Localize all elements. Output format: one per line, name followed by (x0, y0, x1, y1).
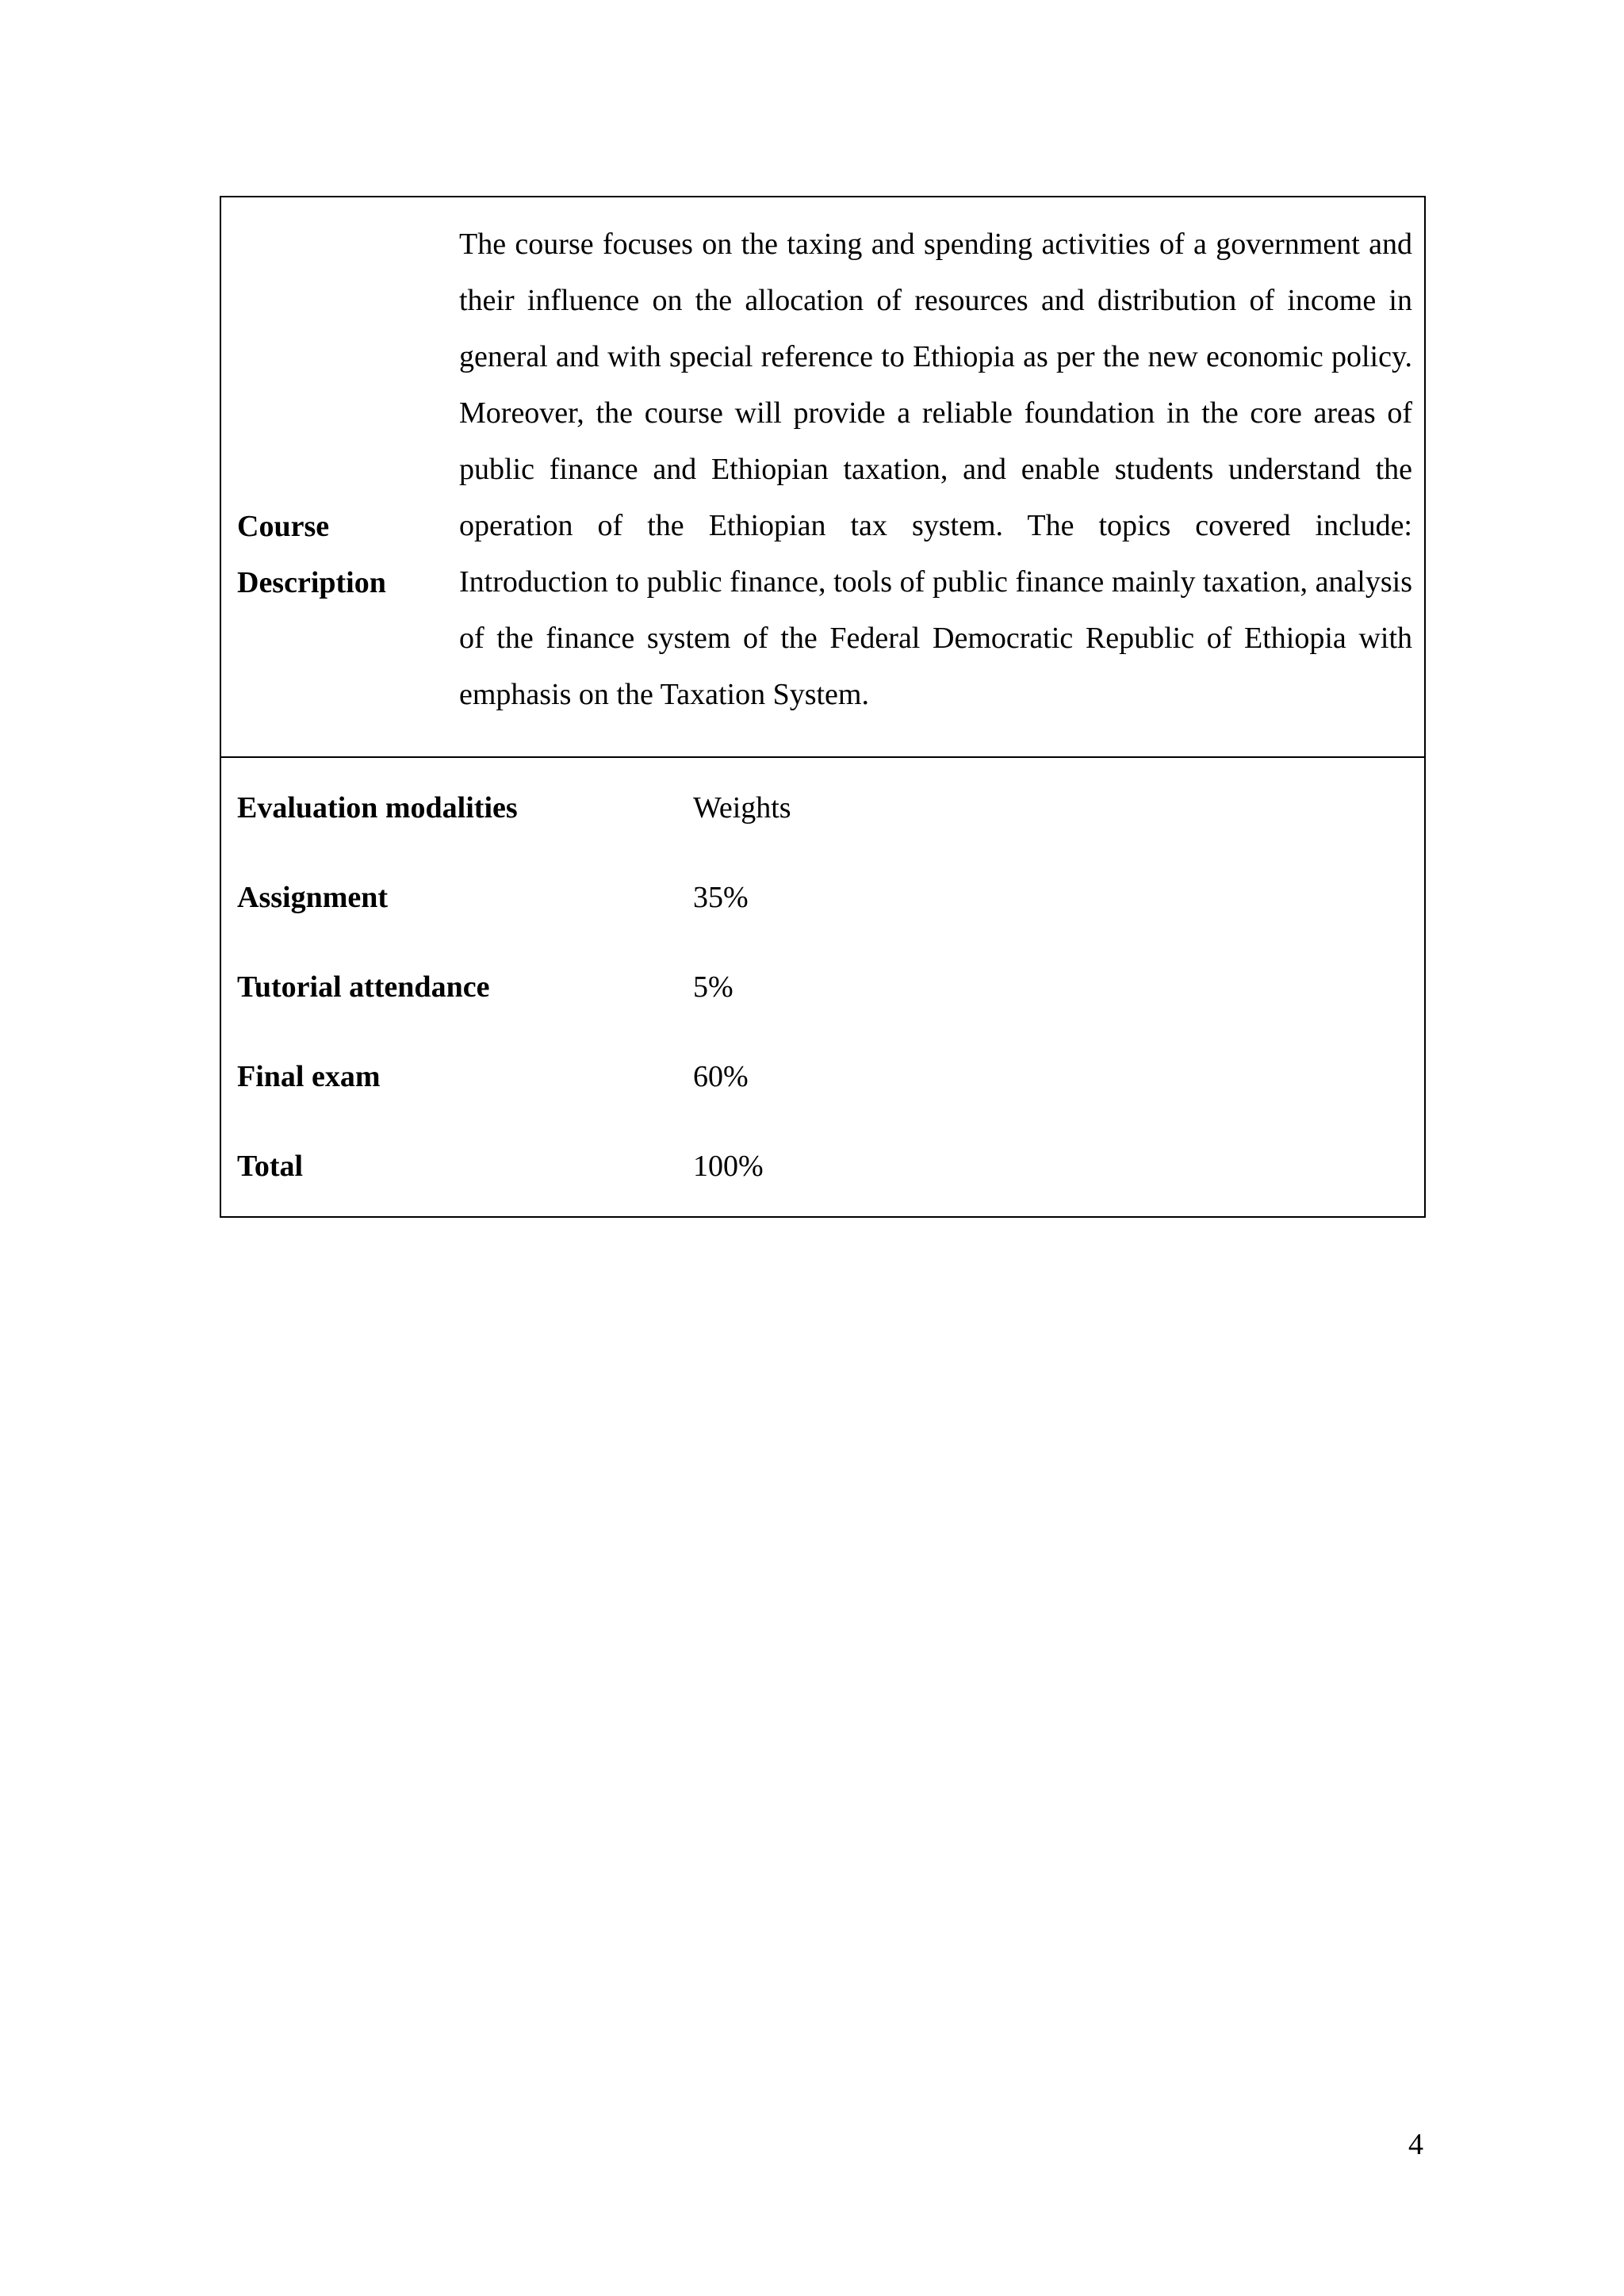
course-description-label (237, 499, 443, 611)
table-row-divider (221, 756, 1424, 758)
evaluation-row-value: 60% (693, 1060, 749, 1093)
page-number: 4 (1408, 2128, 1423, 2161)
table-row (237, 1053, 1411, 1142)
table-row (237, 874, 1411, 963)
evaluation-row-label: Tutorial attendance (237, 970, 490, 1004)
evaluation-row-value: 35% (693, 881, 749, 914)
evaluation-row-label: Assignment (237, 881, 389, 914)
evaluation-header-row (237, 784, 1411, 874)
table-row (237, 1142, 1411, 1232)
evaluation-header-label: Evaluation modalities (237, 791, 518, 825)
course-description-label-line1: Course (237, 510, 330, 543)
course-description-text: The course focuses on the taxing and spending activities of a government and their influence on the allocation of resources and distribution of income in general and with special reference to Ethiopia as per the new economic policy. Moreover, the course will provide a reliable foundation in the core areas of public finance and Ethiopian taxation, and enable students understand the operation of the Ethiopian tax system. The topics covered include: Introduction to public finance, tools of public finance mainly taxation, analysis of the finance system of the Federal Democratic Republic of Ethiopia with emphasis on the Taxation System. (459, 228, 1412, 711)
evaluation-row-value: 100% (693, 1150, 764, 1183)
table-row (237, 963, 1411, 1053)
evaluation-row-label: Total (237, 1150, 304, 1183)
evaluation-row-value: 5% (693, 970, 733, 1004)
course-description-label-line2: Description (237, 566, 386, 599)
evaluation-row-label: Final exam (237, 1060, 381, 1093)
evaluation-modalities-table (237, 784, 1411, 1232)
evaluation-header-value: Weights (693, 791, 791, 825)
course-info-table (220, 196, 1426, 1218)
